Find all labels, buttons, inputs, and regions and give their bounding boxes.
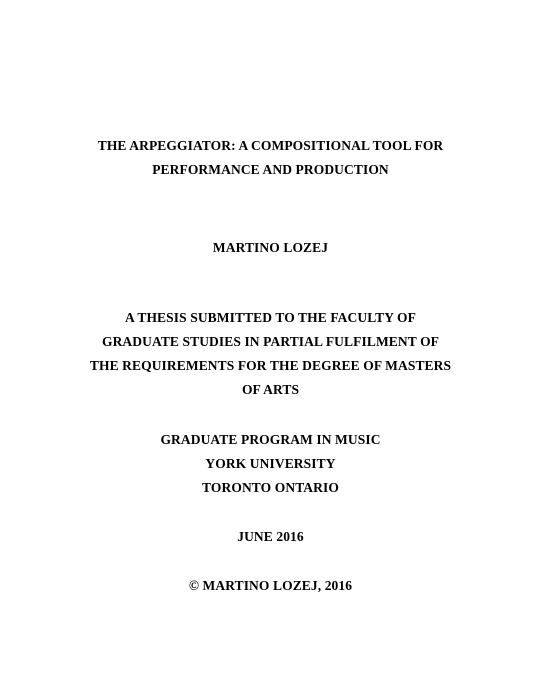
thesis-title-line-2: PERFORMANCE AND PRODUCTION <box>152 162 389 177</box>
submission-statement-line-2: GRADUATE STUDIES IN PARTIAL FULFILMENT OF <box>101 334 440 349</box>
copyright-notice: © MARTINO LOZEJ, 2016 <box>188 578 353 593</box>
submission-date: JUNE 2016 <box>237 529 304 544</box>
submission-statement-line-4: OF ARTS <box>241 382 300 397</box>
author-name: MARTINO LOZEJ <box>212 240 329 255</box>
submission-statement-line-1: A THESIS SUBMITTED TO THE FACULTY OF <box>125 310 416 325</box>
university-name: YORK UNIVERSITY <box>205 456 336 471</box>
submission-statement-line-3: THE REQUIREMENTS FOR THE DEGREE OF MASTERS <box>89 358 452 373</box>
thesis-title-line-1: THE ARPEGGIATOR: A COMPOSITIONAL TOOL FOR <box>97 138 444 153</box>
program-name: GRADUATE PROGRAM IN MUSIC <box>160 432 381 447</box>
university-location: TORONTO ONTARIO <box>202 480 339 495</box>
